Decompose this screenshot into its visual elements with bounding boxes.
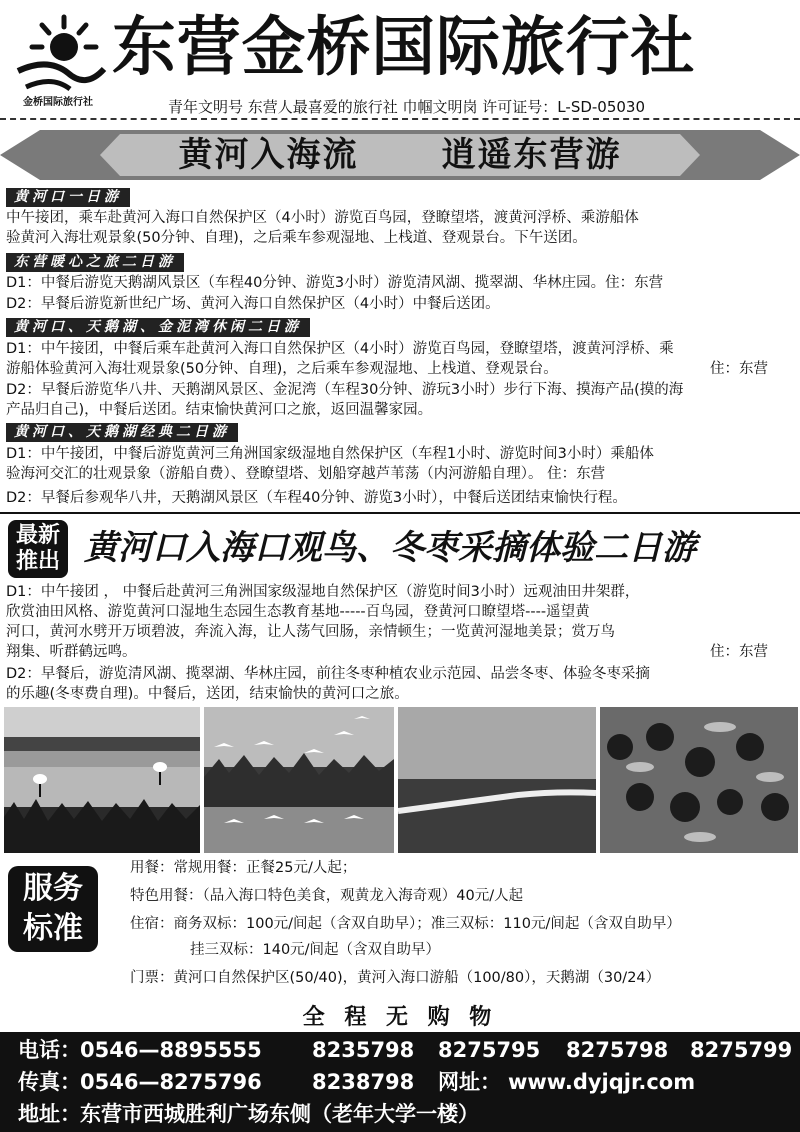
featured-title: 黄河口入海口观鸟、冬枣采摘体验二日游 <box>84 528 696 568</box>
featured-line-5: D2：早餐后，游览清风湖、揽翠湖、华林庄园，前往冬枣种植农业示范园、品尝冬枣、体验冬枣采摘 <box>6 666 650 682</box>
fax-label: 传真： <box>18 1070 81 1094</box>
fax-number-2: 8238798 <box>312 1070 415 1094</box>
no-shopping-notice: 全 程 无 购 物 <box>302 1005 498 1030</box>
website-link[interactable]: www.dyjqjr.com <box>508 1070 696 1094</box>
route-3-line-1: D1：中午接团，中餐后乘车赴黄河入海口自然保护区（4小时）游览百鸟园，登瞭望塔，渡黄河浮桥、乘 <box>6 341 674 357</box>
meal-standard: 用餐：常规用餐：正餐25元/人起； <box>130 860 357 876</box>
featured-line-2: 欣赏油田风格、游览黄河口湿地生态园生态教育基地-----百鸟园，登黄河口瞭望塔----遥望黄 <box>6 604 590 620</box>
phone-number-4: 8275798 <box>566 1038 669 1062</box>
lodging-standard-1: 住宿：商务双标：100元/间起（含双自助早）；准三双标：110元/间起（含双自助早） <box>130 916 681 932</box>
route-title-4: 黄河口、天鹅湖经典二日游 <box>6 423 238 442</box>
route-title-2: 东营暖心之旅二日游 <box>6 253 184 272</box>
fax-number-1: 0546—8275796 <box>80 1070 262 1094</box>
route-3-line-3: D2：早餐后游览华八井、天鹅湖风景区、金泥湾（车程30分钟、游玩3小时）步行下海、摸海产品(摸的海 <box>6 382 684 398</box>
route-1-line-1: 中午接团，乘车赴黄河入海口自然保护区（4小时）游览百鸟园，登瞭望塔，渡黄河浮桥、乘游船体 <box>6 210 639 226</box>
flying-birds-photo <box>204 707 394 853</box>
lodging-standard-2: 挂三双标：140元/间起（含双自助早） <box>190 942 441 958</box>
route-2-line-1: D1：中餐后游览天鹅湖风景区（车程40分钟、游览3小时）游览清风湖、揽翠湖、华林庄园。住：东营 <box>6 275 664 291</box>
route-1-line-2: 验黄河入海壮观景象(50分钟、自理)，之后乘车参观湿地、上栈道、登观景台。下午送团。 <box>6 230 587 246</box>
river-mouth-photo <box>398 707 596 853</box>
contact-footer <box>0 1032 800 1132</box>
phone-number-2: 8235798 <box>312 1038 415 1062</box>
section-divider <box>0 512 800 514</box>
winter-jujube-photo <box>600 707 798 853</box>
featured-line-3: 河口，黄河水劈开万顷碧波，奔流入海，让人荡气回肠，亲情顿生；一览黄河湿地美景；赏万鸟 <box>6 624 615 640</box>
phone-label: 电话： <box>18 1038 81 1062</box>
route-4-line-1: D1：中午接团，中餐后游览黄河三角洲国家级湿地自然保护区（车程1小时、游览时间3小时）乘船体 <box>6 446 654 462</box>
header-divider <box>0 118 800 120</box>
banner-slogan <box>0 126 800 184</box>
phone-number-5: 8275799 <box>690 1038 793 1062</box>
logo-caption: 金桥国际旅行社 <box>23 97 93 108</box>
route-title-1: 黄河口一日游 <box>6 188 130 207</box>
phone-number-1: 0546—8895555 <box>80 1038 262 1062</box>
route-3-line-4: 产品归自己)，中餐后送团。结束愉快黄河口之旅，返回温馨家园。 <box>6 402 433 418</box>
route-3-stay-note: 住：东营 <box>710 361 768 377</box>
service-badge-line-1: 服务 <box>23 871 83 906</box>
company-name: 东营金桥国际旅行社 <box>112 11 696 85</box>
wetland-crane-photo <box>4 707 200 853</box>
address-label: 地址： <box>18 1102 81 1126</box>
service-standard-badge <box>8 866 98 952</box>
banner-slogan-left: 黄河入海流 <box>178 135 359 175</box>
featured-line-4: 翔集、听群鹤远鸣。 <box>6 644 137 660</box>
route-3-line-2: 游船体验黄河入海壮观景象(50分钟、自理)，之后乘车参观湿地、上栈道、登观景台。 <box>6 361 558 377</box>
web-label: 网址： <box>438 1070 501 1094</box>
route-4-line-2: 验海河交汇的壮观景象（游船自费）、登瞭望塔、划船穿越芦苇荡（内河游船自理）。 住：东营 <box>6 466 606 482</box>
route-title-3: 黄河口、天鹅湖、金泥湾休闲二日游 <box>6 318 310 337</box>
special-meal: 特色用餐：（品入海口特色美食，观黄龙入海奇观）40元/人起 <box>130 888 524 904</box>
phone-number-3: 8275795 <box>438 1038 541 1062</box>
new-badge-line-2: 推出 <box>15 549 60 574</box>
tagline: 青年文明号 东营人最喜爱的旅行社 巾帼文明岗 许可证号：L-SD-05030 <box>168 98 646 116</box>
featured-stay-note: 住：东营 <box>710 644 768 660</box>
featured-line-1: D1：中午接团 ， 中餐后赴黄河三角洲国家级湿地自然保护区（游览时间3小时）远观油田井架群， <box>6 584 640 600</box>
featured-line-6: 的乐趣(冬枣费自理)。中餐后，送团，结束愉快的黄河口之旅。 <box>6 686 409 702</box>
service-badge-line-2: 标准 <box>23 911 83 946</box>
address-text: 东营市西城胜利广场东侧（老年大学一楼） <box>80 1102 479 1126</box>
new-release-badge <box>8 520 68 578</box>
ticket-prices: 门票：黄河口自然保护区(50/40)，黄河入海口游船（100/80），天鹅湖（30/24） <box>130 970 661 986</box>
route-4-line-3: D2：早餐后参观华八井，天鹅湖风景区（车程40分钟、游览3小时），中餐后送团结束愉快行程。 <box>6 490 627 506</box>
route-2-line-2: D2：早餐后游览新世纪广场、黄河入海口自然保护区（4小时）中餐后送团。 <box>6 296 500 312</box>
new-badge-line-1: 最新 <box>15 523 60 548</box>
banner-slogan-right: 逍遥东营游 <box>441 135 622 175</box>
